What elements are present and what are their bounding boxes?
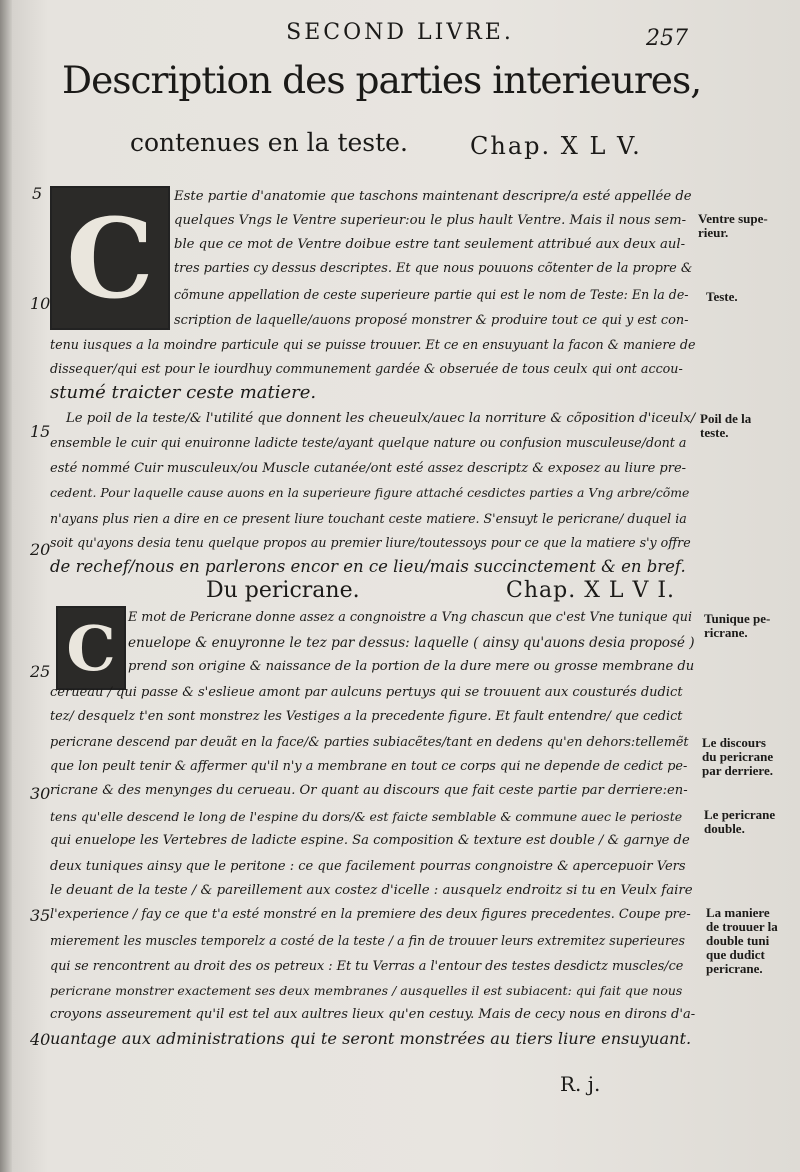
text-line: qui se rencontrent au droit des os petreux : Et tu Verras a l'entour des testes desdictz muscles/ce [50,959,684,974]
text-line: de rechef/nous en parlerons encor en ce lieu/mais succinctement & en bref. [50,557,686,576]
text-line: cõmune appellation de ceste superieure partie qui est le nom de Teste: En la de- [174,287,689,302]
line-number: 10 [30,294,51,313]
text-line: Le poil de la teste/& l'utilité que donnent les cheueulx/auec la norriture & cõposition d'iceulx/ [66,411,696,426]
text-line: esté nommé Cuir musculeux/ou Muscle cutanée/ont esté assez descriptz & exposez au liure pre- [50,461,687,476]
margin-note: Teste. [706,289,738,304]
margin-note: Le discours du pericrane par derriere. [702,735,774,778]
page-number: 257 [646,26,688,51]
margin-note: Poil de la teste. [700,411,752,440]
text-line: quelques Vngs le Ventre superieur:ou le plus hault Ventre. Mais il nous sem- [174,213,687,228]
text-line: E mot de Pericrane donne assez a congnoistre a Vng chascun que c'est Vne tunique qui [128,609,693,624]
line-number: 15 [30,422,51,441]
text-line: n'ayans plus rien a dire en ce present liure touchant ceste matiere. S'ensuyt le pericrane/ duquel ia [50,511,687,526]
margin-note: La maniere de trouuer la double tuni que dudict pericrane. [706,905,778,976]
text-line: mierement les muscles temporelz a costé de la teste / a fin de trouuer leurs extremitez superieures [50,933,685,948]
chapter-title: Description des parties interieures, [62,58,702,102]
text-line: deux tuniques ainsy que le peritone : ce que facilement pourras congnoistre & apercepuoir Vers [50,859,686,874]
margin-note: Ventre supe-rieur. [698,211,768,240]
chapter-subtitle: contenues en la teste. [130,128,408,157]
text-line: croyons asseurement qu'il est tel aux aultres lieux qu'en cestuy. Mais de cecy nous en dirons d'a- [50,1007,696,1022]
text-line: uantage aux administrations qui te seront monstrées au tiers liure ensuyuant. [50,1029,692,1048]
text-line: cedent. Pour laquelle cause auons en la superieure figure attaché cesdictes parties a Vng arbre/cõme [50,485,690,500]
text-line: ble que ce mot de Ventre doibue estre tant seulement attribué aux deux aul- [174,237,686,252]
section-chapter-number: Chap. X L V I. [506,578,676,603]
line-number: 30 [30,784,51,803]
line-number: 20 [30,540,51,559]
chapter-number: Chap. X L V. [470,132,642,160]
text-line: soit qu'ayons desia tenu quelque propos au premier liure/toutessoys pour ce que la matiere s'y offre [50,535,691,550]
text-line: enuelope & enuyronne le tez par dessus: laquelle ( ainsy qu'auons desia proposé ) [128,635,695,651]
text-line: stumé traicter ceste matiere. [50,382,317,403]
running-head: SECOND LIVRE. [286,20,514,45]
text-line: ensemble le cuir qui enuironne ladicte teste/ayant quelque nature ou confusion musculeuse/dont a [50,435,687,450]
text-line: prend son origine & naissance de la portion de la dure mere ou grosse membrane du [128,659,695,674]
text-line: cerueau / qui passe & s'eslieue amont par aulcuns pertuys qui se trouuent aux cousturés dudict [50,685,683,700]
text-line: l'experience / fay ce que t'a esté monstré en la premiere des deux figures precedentes. Coupe pre- [50,907,691,922]
drop-cap-letter: C [66,193,154,323]
text-line: Este partie d'anatomie que taschons maintenant descripre/a esté appellée de [174,189,692,204]
text-line: qui enuelope les Vertebres de ladicte espine. Sa composition & texture est double / & garnye de [50,833,690,848]
text-line: pericrane descend par deuãt en la face/& parties subiacẽtes/tant en dedens qu'en dehors:tellemẽt [50,735,689,750]
text-line: dissequer/qui est pour le iourdhuy communement gardée & obseruée de tous ceulx qui ont accou- [50,361,683,376]
text-line: scription de laquelle/auons proposé monstrer & produire tout ce qui y est con- [174,313,689,328]
text-line: tenu iusques a la moindre particule qui se puisse trouuer. Et ce en ensuyuant la facon & maniere de [50,337,696,352]
text-line: pericrane monstrer exactement ses deux membranes / ausquelles il est subiacent: qui fait que nous [50,983,683,998]
line-number: 5 [32,184,43,203]
text-line: tres parties cy dessus descriptes. Et que nous pouuons cõtenter de la propre & [174,261,693,276]
line-number: 25 [30,662,51,681]
line-number: 35 [30,906,51,925]
margin-note: Le pericrane double. [704,807,776,836]
line-number: 40 [30,1030,51,1049]
text-line: tez/ desquelz t'en sont monstrez les Vestiges a la precedente figure. Et fault entendre/ que cedict [50,709,683,724]
signature-mark: R. j. [560,1072,601,1096]
text-line: tens qu'elle descend le long de l'espine du dors/& est faicte semblable & commune auec le perioste [50,809,683,824]
text-line: le deuant de la teste / & pareillement aux costez d'icelle : ausquelz endroitz si tu en Veulx faire [50,883,693,898]
text-line: ricrane & des menynges du cerueau. Or quant au discours que fait ceste partie par derriere:en- [50,783,688,798]
section-title: Du pericrane. [206,578,360,603]
text-line: que lon peult tenir & affermer qu'il n'y a membrane en tout ce corps qui ne depende de cedict pe- [50,759,688,774]
drop-cap-letter: C [66,611,116,685]
margin-note: Tunique pe-ricrane. [704,611,771,640]
